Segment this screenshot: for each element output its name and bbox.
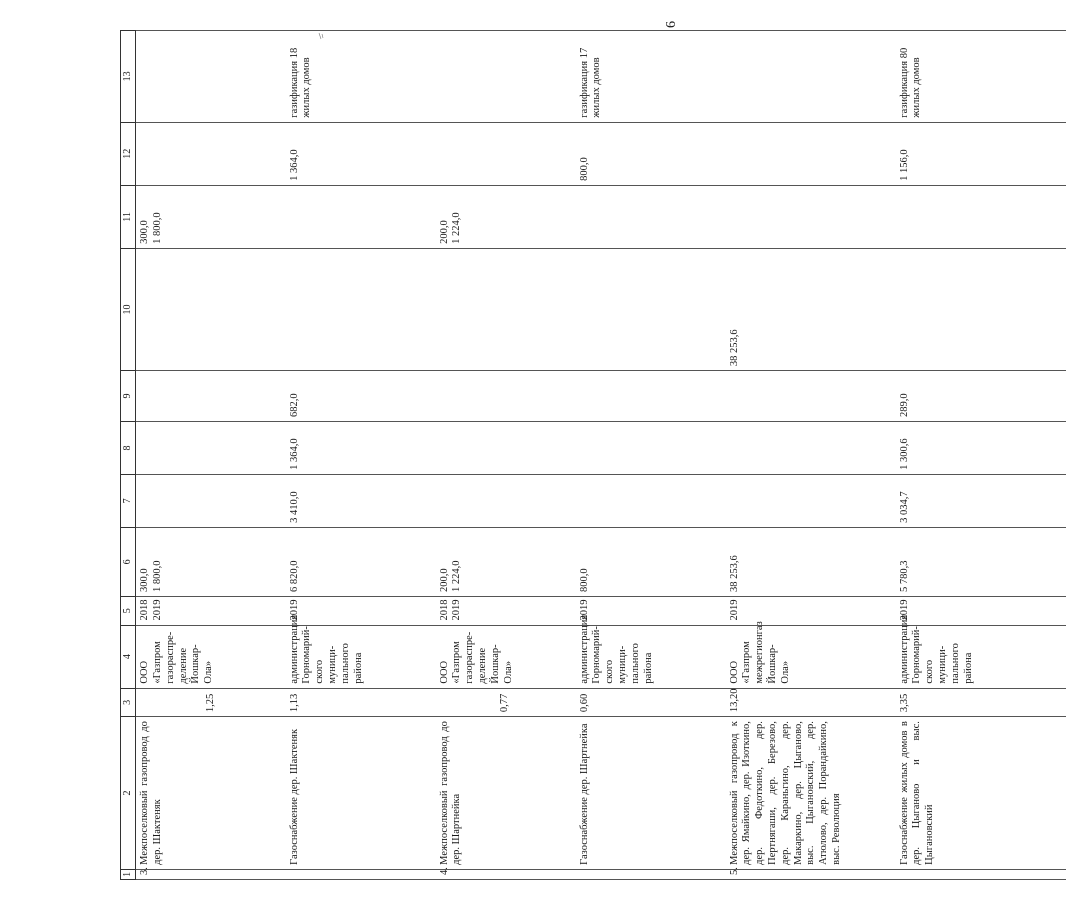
- cell-col-2: Межпоселковый газопровод до дер. Шартнейка: [436, 717, 576, 870]
- cell-col-11: [726, 185, 896, 248]
- header-col-12: 12: [121, 122, 136, 185]
- cell-col-11: 300,0 1 800,0: [136, 185, 286, 248]
- cell-col-3: 3,35: [896, 688, 1066, 717]
- cell-col-5: 2019: [726, 597, 896, 626]
- cell-col-7: 3 034,7: [896, 474, 1066, 527]
- cell-col-1: [286, 869, 436, 879]
- cell-col-12: [726, 122, 896, 185]
- header-col-11: 11: [121, 185, 136, 248]
- cell-col-6: 6 820,0: [286, 527, 436, 596]
- cell-col-8: 1 364,0: [286, 421, 436, 474]
- cell-col-8: [576, 421, 726, 474]
- cell-col-9: 682,0: [286, 371, 436, 422]
- cell-col-12: [436, 122, 576, 185]
- cell-col-8: [726, 421, 896, 474]
- cell-col-7: [136, 474, 286, 527]
- cell-col-1: [896, 869, 1066, 879]
- cell-col-3: 13,20: [726, 688, 896, 717]
- cell-col-5: 2019: [576, 597, 726, 626]
- cell-col-9: [576, 371, 726, 422]
- cell-col-1: 5.: [726, 869, 896, 879]
- cell-col-2: Газоснабжение дер. Шартнейка: [576, 717, 726, 870]
- header-col-4: 4: [121, 625, 136, 688]
- cell-col-1: 3.: [136, 869, 286, 879]
- cell-col-5: 2018 2019: [136, 597, 286, 626]
- table-row: [726, 31, 896, 880]
- cell-col-11: [286, 185, 436, 248]
- table-row: [896, 31, 1066, 880]
- cell-col-6: 5 780,3: [896, 527, 1066, 596]
- header-col-13: 13: [121, 31, 136, 123]
- cell-col-3: 0,60: [576, 688, 726, 717]
- cell-col-6: 38 253,6: [726, 527, 896, 596]
- table-body: [136, 31, 1066, 880]
- cell-col-13: [136, 31, 286, 123]
- cell-col-11: 200,0 1 224,0: [436, 185, 576, 248]
- table-header: [121, 31, 136, 880]
- cell-col-1: [576, 869, 726, 879]
- cell-col-7: [436, 474, 576, 527]
- cell-col-4: администрация Горномарий-ского муници-пального района: [286, 625, 436, 688]
- header-col-9: 9: [121, 371, 136, 422]
- cell-col-5: 2018 2019: [436, 597, 576, 626]
- cell-col-10: [286, 248, 436, 370]
- cell-col-13: газификация 18 жилых домов: [286, 31, 436, 123]
- cell-col-7: 3 410,0: [286, 474, 436, 527]
- cell-col-4: ООО «Газпром межрегионгаз Йошкар-Ола»: [726, 625, 896, 688]
- cell-col-6: 800,0: [576, 527, 726, 596]
- cell-col-4: ООО «Газпром газораспре-деление Йошкар-Ола»: [436, 625, 576, 688]
- table-row: [136, 31, 286, 880]
- gasification-table: [120, 30, 1066, 880]
- rotated-table-container: [120, 20, 974, 880]
- cell-col-13: газификация 80 жилых домов: [896, 31, 1066, 123]
- cell-col-10: [576, 248, 726, 370]
- cell-col-1: 4.: [436, 869, 576, 879]
- header-col-1: 1: [121, 869, 136, 879]
- cell-col-2: Газоснабжение жилых домов в дер. Цыганово и выс. Цыгановский: [896, 717, 1066, 870]
- cell-col-10: [896, 248, 1066, 370]
- cell-col-12: [136, 122, 286, 185]
- cell-col-9: 289,0: [896, 371, 1066, 422]
- cell-col-8: [436, 421, 576, 474]
- cell-col-2: Межпоселковый газопровод к дер. Ямайкино, дер. Изоткино, дер. Федоткино, дер. Пертнягаши, дер. Березово, дер. Караньгино, дер. Макаркино, дер. Цыганово, выс. Цыгановский, дер. Атюлово, дер. Порандайкино, выс. Революция: [726, 717, 896, 870]
- table-row: [576, 31, 726, 880]
- cell-col-10: [136, 248, 286, 370]
- cell-col-3: 1,13: [286, 688, 436, 717]
- cell-col-9: [436, 371, 576, 422]
- cell-col-3: 0,77: [436, 688, 576, 717]
- cell-col-5: 2019: [896, 597, 1066, 626]
- cell-col-12: 800,0: [576, 122, 726, 185]
- cell-col-11: [896, 185, 1066, 248]
- cell-col-2: Межпоселковый газопровод до дер. Шактеняк: [136, 717, 286, 870]
- header-col-2: 2: [121, 717, 136, 870]
- cell-col-10: [436, 248, 576, 370]
- cell-col-12: 1 156,0: [896, 122, 1066, 185]
- header-col-3: 3: [121, 688, 136, 717]
- cell-col-11: [576, 185, 726, 248]
- cell-col-6: 300,0 1 800,0: [136, 527, 286, 596]
- header-col-10: 10: [121, 248, 136, 370]
- cell-col-2: Газоснабжение дер. Шактеняк: [286, 717, 436, 870]
- cell-col-8: 1 300,6: [896, 421, 1066, 474]
- cell-col-7: [726, 474, 896, 527]
- cell-col-13: газификация 17 жилых домов: [576, 31, 726, 123]
- cell-col-7: [576, 474, 726, 527]
- table-row: [286, 31, 436, 880]
- cell-col-9: [726, 371, 896, 422]
- cell-col-4: администрация Горномарий-ского муници-пального района: [576, 625, 726, 688]
- header-row: [121, 31, 136, 880]
- cell-col-5: 2019: [286, 597, 436, 626]
- cell-col-8: [136, 421, 286, 474]
- page-number: 6: [664, 21, 679, 28]
- cell-col-6: 200,0 1 224,0: [436, 527, 576, 596]
- cell-col-13: [436, 31, 576, 123]
- cell-col-4: администрация Горномарий-ского муници-пального района: [896, 625, 1066, 688]
- cell-col-12: 1 364,0: [286, 122, 436, 185]
- cell-col-9: [136, 371, 286, 422]
- header-col-6: 6: [121, 527, 136, 596]
- header-col-8: 8: [121, 421, 136, 474]
- cell-col-3: 1,25: [136, 688, 286, 717]
- table-row: [436, 31, 576, 880]
- header-col-7: 7: [121, 474, 136, 527]
- cell-col-13: [726, 31, 896, 123]
- cell-col-4: ООО «Газпром газораспре-деление Йошкар-Ола»: [136, 625, 286, 688]
- header-col-5: 5: [121, 597, 136, 626]
- cell-col-10: 38 253,6: [726, 248, 896, 370]
